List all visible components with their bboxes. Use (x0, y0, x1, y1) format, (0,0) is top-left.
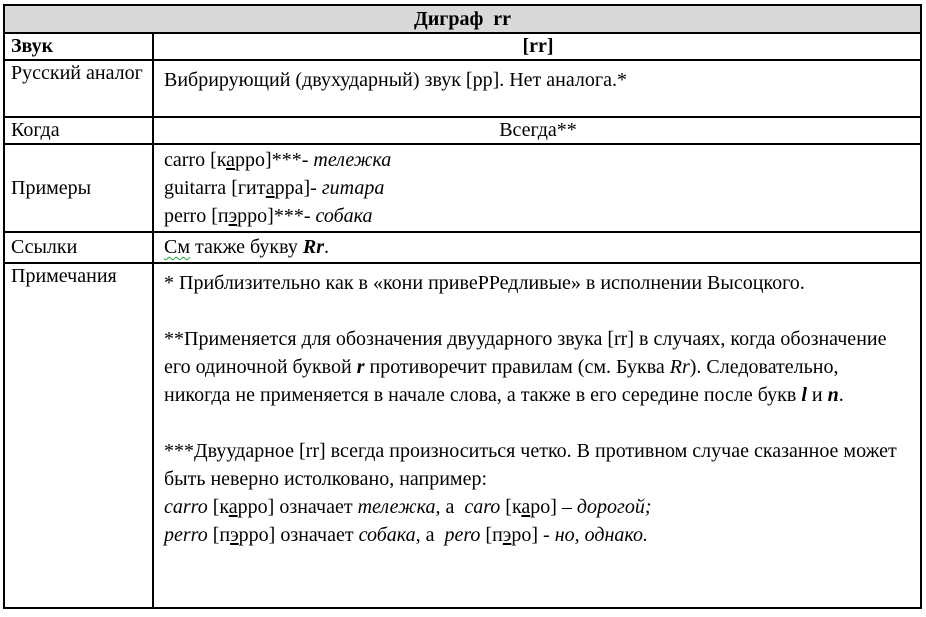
text-segment: дорогой; (576, 496, 652, 518)
row-label-russian-analog: Русский аналог (4, 60, 153, 117)
example-line (164, 146, 912, 174)
row-value-sound: [rr] (153, 33, 921, 60)
example-line (164, 202, 912, 230)
text-segment: рро]***- (235, 149, 314, 171)
row-label-notes: Примечания (4, 263, 153, 608)
row-examples (4, 144, 921, 232)
text-segment: ). Следовательно, никогда не применяется в начале слова, а также в его середине после букв (164, 356, 849, 406)
text-segment: [к (207, 496, 229, 518)
text-segment: гитара (321, 177, 385, 199)
text-segment: рро] означает (237, 496, 358, 518)
text-segment: собака (358, 524, 416, 546)
text-segment: guitarra [гит (164, 177, 266, 199)
note-paragraph (164, 493, 912, 521)
row-label-when: Когда (4, 117, 153, 144)
text-segment: тележка (313, 149, 392, 171)
text-segment: perro [п (164, 205, 229, 227)
row-when (4, 117, 921, 144)
row-label-links: Ссылки (4, 232, 153, 263)
text-segment: э (230, 524, 239, 546)
row-links (4, 232, 921, 263)
row-value-examples (153, 144, 921, 232)
text-segment: также букву (190, 236, 303, 258)
text-segment: э (228, 205, 238, 227)
row-notes (4, 263, 921, 608)
row-value-links (153, 232, 921, 263)
text-segment: а (228, 496, 238, 518)
text-segment: r (356, 356, 365, 378)
text-segment: рра]- (274, 177, 322, 199)
text-segment: ро] - (511, 524, 555, 546)
row-value-when: Всегда** (153, 117, 921, 144)
note-paragraph (164, 269, 912, 297)
row-value-notes (153, 263, 921, 608)
row-label-sound: Звук (4, 33, 153, 60)
text-segment: а (265, 177, 275, 199)
row-value-russian-analog: Вибрирующий (двухударный) звук [рр]. Нет аналога.* (153, 60, 921, 117)
text-segment: . (838, 384, 844, 406)
text-segment: а (226, 149, 236, 171)
text-segment: , а (415, 524, 445, 546)
note-paragraph (164, 325, 912, 409)
text-segment: э (502, 524, 512, 546)
text-segment: * Приблизительно как в «кони привеРРедливые» в исполнении Высоцкого. (164, 272, 805, 294)
text-segment: а (440, 496, 465, 518)
text-segment: рро] означает (238, 524, 359, 546)
text-segment: а (521, 496, 531, 518)
text-segment: perro (164, 524, 208, 546)
text-segment: См (164, 236, 190, 258)
text-segment: pero (444, 524, 481, 546)
text-segment: n (827, 384, 839, 406)
example-line (164, 174, 912, 202)
text-segment: caro (464, 496, 501, 518)
text-segment: но, однако. (554, 524, 649, 546)
text-segment: Rr (302, 236, 325, 258)
text-segment: [к (500, 496, 522, 518)
text-segment: carro (164, 496, 208, 518)
digraph-rr-table (3, 4, 922, 609)
table-header-row (4, 5, 921, 33)
note-paragraph (164, 437, 912, 493)
text-segment: ***Двуударное [rr] всегда произноситься четко. В противном случае сказанное может быть неверно истолковано, например: (164, 440, 902, 490)
row-sound (4, 33, 921, 60)
text-segment: **Применяется для обозначения двуударного звука [rr] в случаях, когда обозначение его одиночной буквой (164, 328, 892, 378)
row-label-examples: Примеры (4, 144, 153, 232)
text-segment: . (324, 236, 330, 258)
text-segment: [п (480, 524, 503, 546)
note-paragraph (164, 521, 912, 549)
text-segment: carro [к (164, 149, 227, 171)
text-segment: рро]***- (237, 205, 316, 227)
table-title: Диграф rr (4, 5, 921, 33)
text-segment: l (801, 384, 807, 406)
text-segment: тележка, (357, 496, 441, 518)
text-segment: противоречит правилам (см. Буква (364, 356, 670, 378)
row-russian-analog (4, 60, 921, 117)
text-segment: [п (207, 524, 231, 546)
text-segment: собака (315, 205, 373, 227)
text-segment: и (806, 384, 828, 406)
text-segment: ро] – (530, 496, 577, 518)
text-segment: Rr (669, 356, 690, 378)
